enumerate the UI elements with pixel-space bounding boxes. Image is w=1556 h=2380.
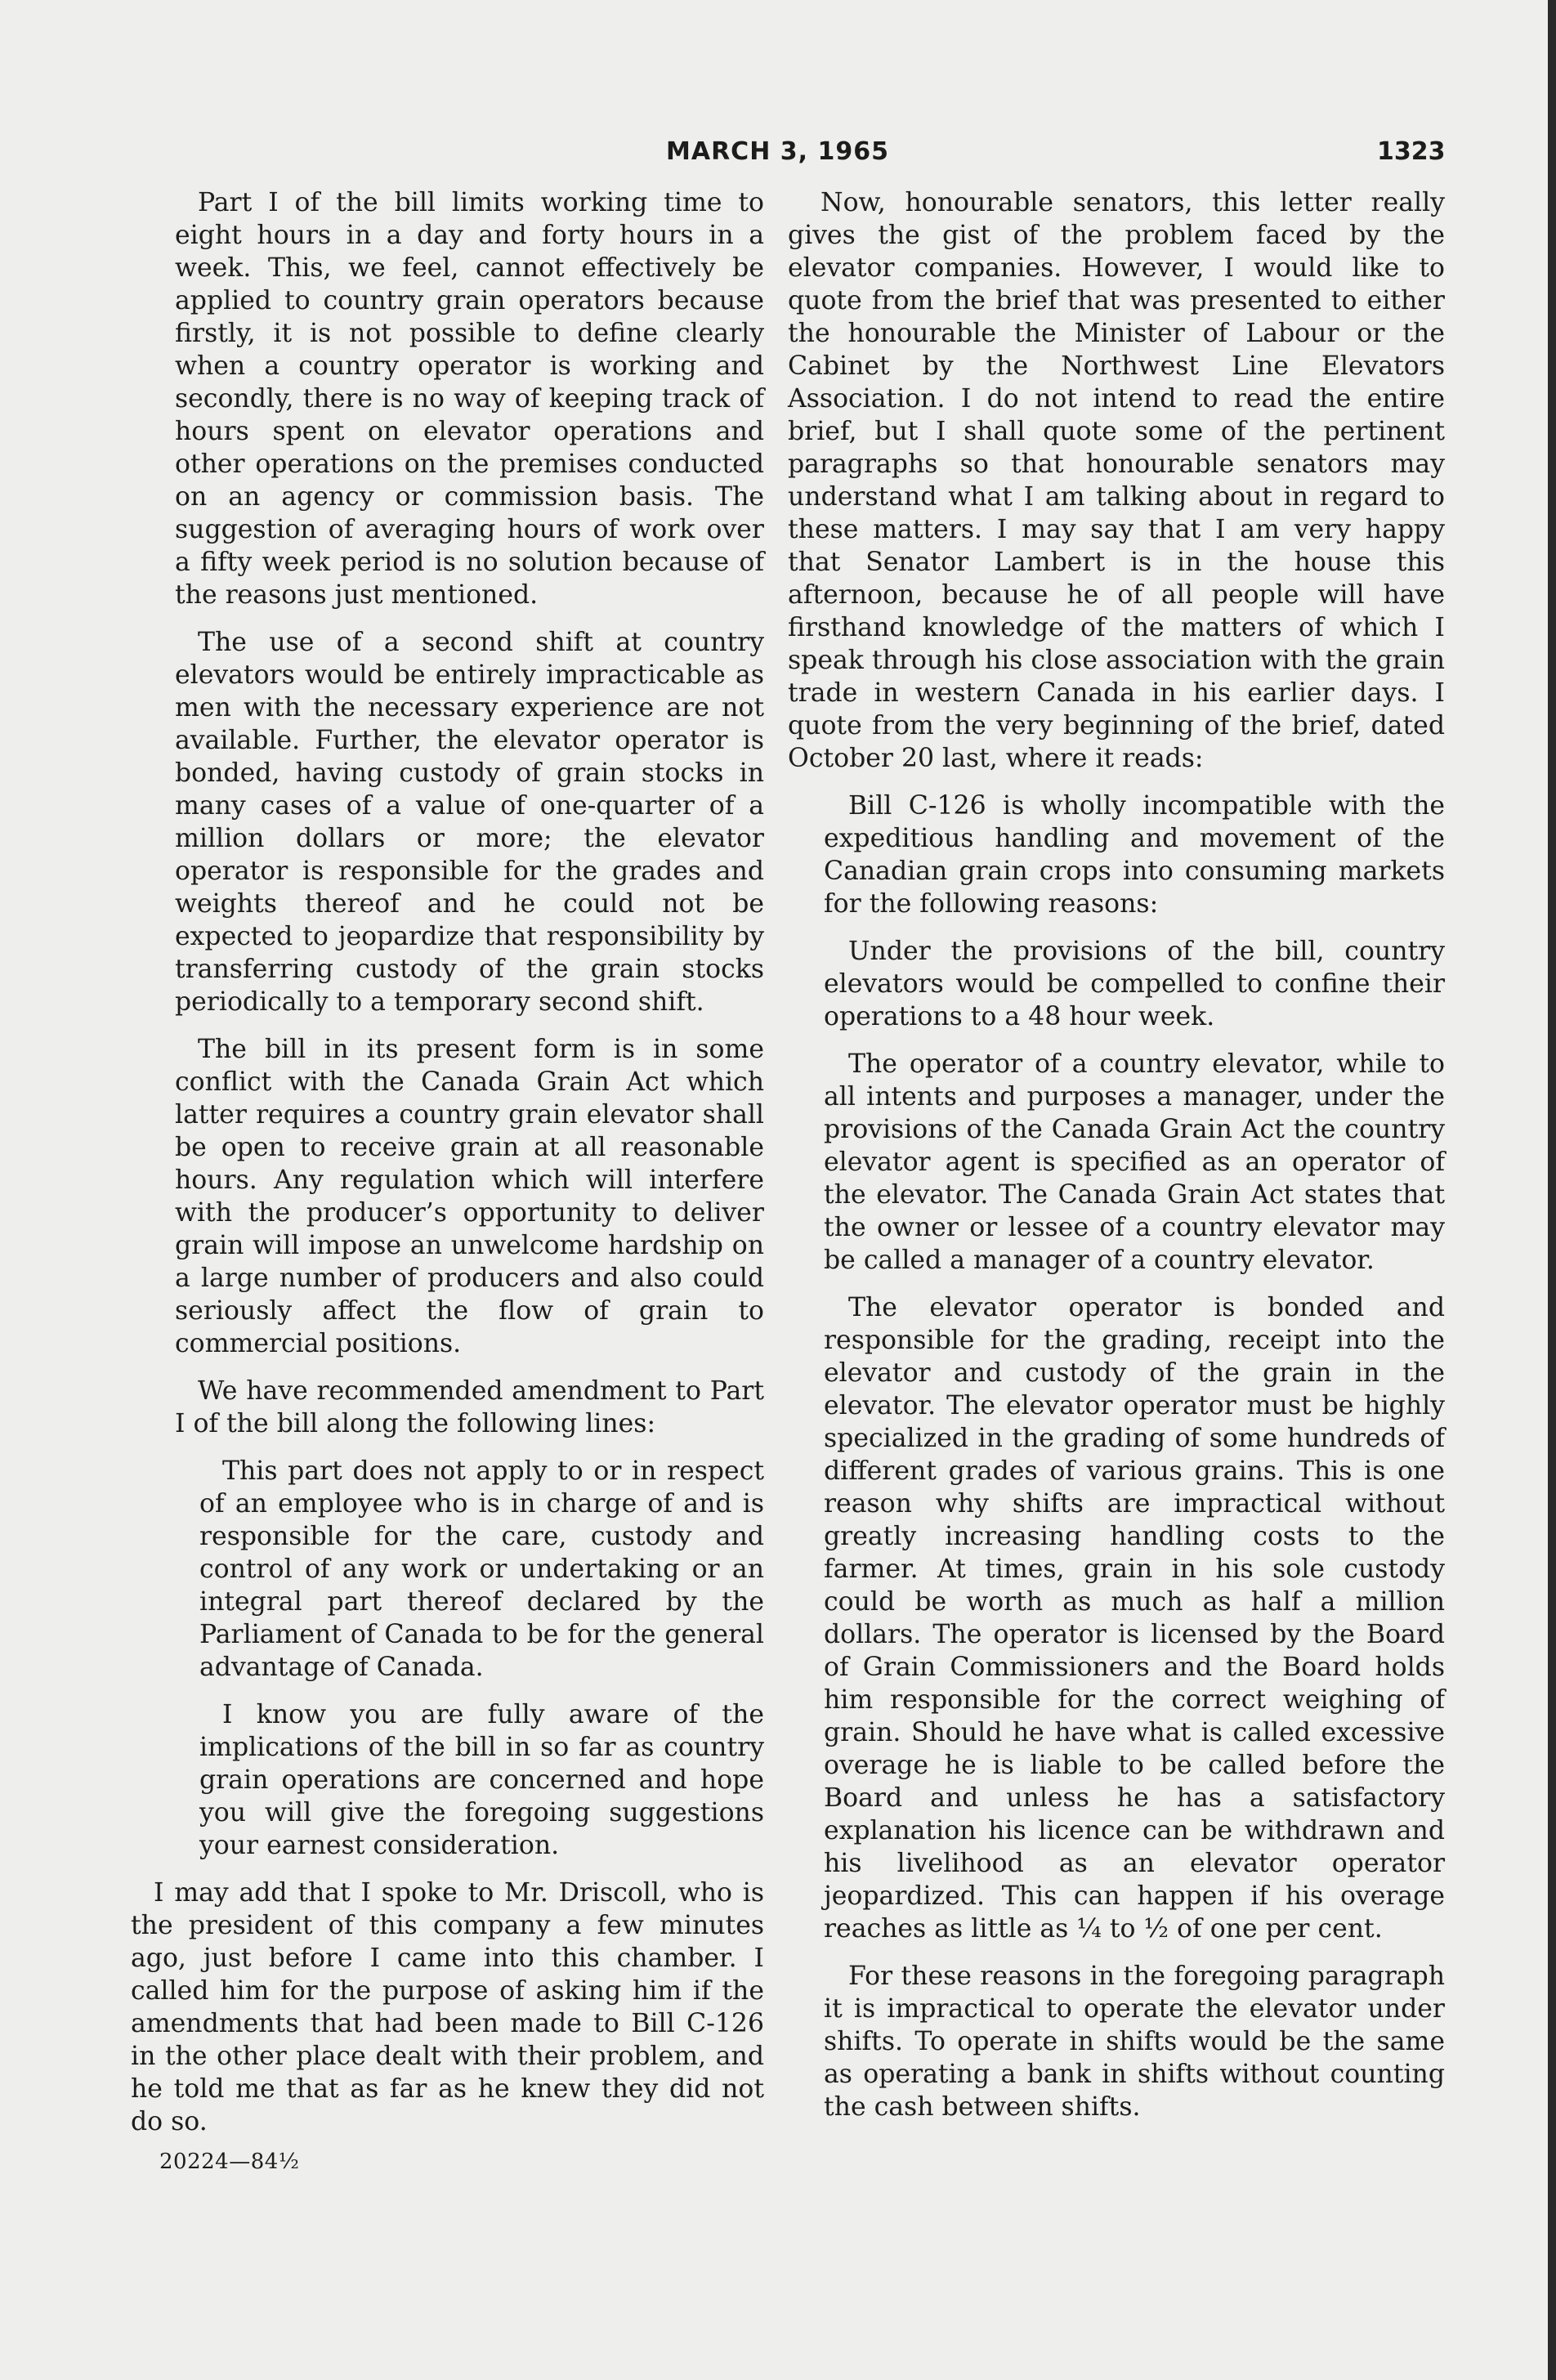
paragraph: I may add that I spoke to Mr. Driscoll, who is the president of this company a few minutes ago, just before I came into this chamber. I called him for the purpose of asking him if the amendments that had been made to Bill C-126 in the other place dealt with their problem, and he told me that as far as he knew they did not do so.	[131, 1878, 764, 2136]
quoted-paragraph: This part does not apply to or in respect of an employee who is in charge of and is responsible for the care, custody and control of any work or undertaking or an integral part thereof declared by the Parliament of Canada to be for the general advantage of Canada.	[199, 1456, 764, 1682]
quoted-paragraph: I know you are fully aware of the implications of the bill in so far as country grain operations are concerned and hope you will give the foregoing suggestions your earnest consideration.	[199, 1700, 764, 1860]
page-number: 1323	[1377, 137, 1446, 166]
quoted-paragraph: Under the provisions of the bill, country elevators would be compelled to confine their operations to a 48 hour week.	[824, 937, 1445, 1031]
right-column	[788, 186, 1445, 2138]
page-date-header: MARCH 3, 1965	[666, 137, 889, 166]
scan-edge	[1548, 0, 1556, 2380]
quoted-paragraph: Bill C-126 is wholly incompatible with the expeditious handling and movement of the Canadian grain crops into consuming markets for the following reasons:	[824, 791, 1445, 919]
quoted-paragraph: For these reasons in the foregoing paragraph it is impractical to operate the elevator under shifts. To operate in shifts would be the same as operating a bank in shifts without counting the cash between shifts.	[824, 1962, 1445, 2122]
paragraph: The use of a second shift at country elevators would be entirely impracticable as men with the necessary experience are not available. Further, the elevator operator is bonded, having custody of grain stocks in many cases of a value of one-quarter of a million dollars or more; the elevator operator is responsible for the grades and weights thereof and he could not be expected to jeopardize that responsibility by transferring custody of the grain stocks periodically to a temporary second shift.	[175, 628, 764, 1017]
quoted-paragraph: The operator of a country elevator, while to all intents and purposes a manager, under the provisions of the Canada Grain Act the country elevator agent is specified as an operator of the elevator. The Canada Grain Act states that the owner or lessee of a country elevator may be called a manager of a country elevator.	[824, 1049, 1445, 1275]
paragraph: Now, honourable senators, this letter really gives the gist of the problem faced by the elevator companies. However, I would like to quote from the brief that was presented to either the honourable the Minister of Labour or the Cabinet by the Northwest Line Elevators Association. I do not intend to read the entire brief, but I shall quote some of the pertinent paragraphs so that honourable senators may understand what I am talking about in regard to these matters. I may say that I am very happy that Senator Lambert is in the house this afternoon, because he of all people will have firsthand knowledge of the matters of which I speak through his close association with the grain trade in western Canada in his earlier days. I quote from the very beginning of the brief, dated October 20 last, where it reads:	[788, 188, 1445, 773]
footer-code: 20224—84½	[159, 2150, 300, 2174]
left-column	[131, 186, 764, 2153]
paragraph: The bill in its present form is in some conflict with the Canada Grain Act which latter requires a country grain elevator shall be open to receive grain at all reasonable hours. Any regulation which will interfere with the producer’s opportunity to deliver grain will impose an unwelcome hardship on a large number of producers and also could seriously affect the flow of grain to commercial positions.	[175, 1035, 764, 1358]
paragraph: We have recommended amendment to Part I of the bill along the following lines:	[175, 1376, 764, 1438]
quoted-paragraph: The elevator operator is bonded and responsible for the grading, receipt into the elevator and custody of the grain in the elevator. The elevator operator must be highly specialized in the grading of some hundreds of different grades of various grains. This is one reason why shifts are impractical without greatly increasing handling costs to the farmer. At times, grain in his sole custody could be worth as much as half a million dollars. The operator is licensed by the Board of Grain Commissioners and the Board holds him responsible for the correct weighing of grain. Should he have what is called excessive overage he is liable to be called before the Board and unless he has a satisfactory explanation his licence can be withdrawn and his livelihood as an elevator operator jeopardized. This can happen if his overage reaches as little as ¼ to ½ of one per cent.	[824, 1293, 1445, 1944]
paragraph: Part I of the bill limits working time to eight hours in a day and forty hours in a week. This, we feel, cannot effectively be applied to country grain operators because firstly, it is not possible to define clearly when a country operator is working and secondly, there is no way of keeping track of hours spent on elevator operations and other operations on the premises conducted on an agency or commission basis. The suggestion of averaging hours of work over a fifty week period is no solution because of the reasons just mentioned.	[175, 188, 764, 610]
